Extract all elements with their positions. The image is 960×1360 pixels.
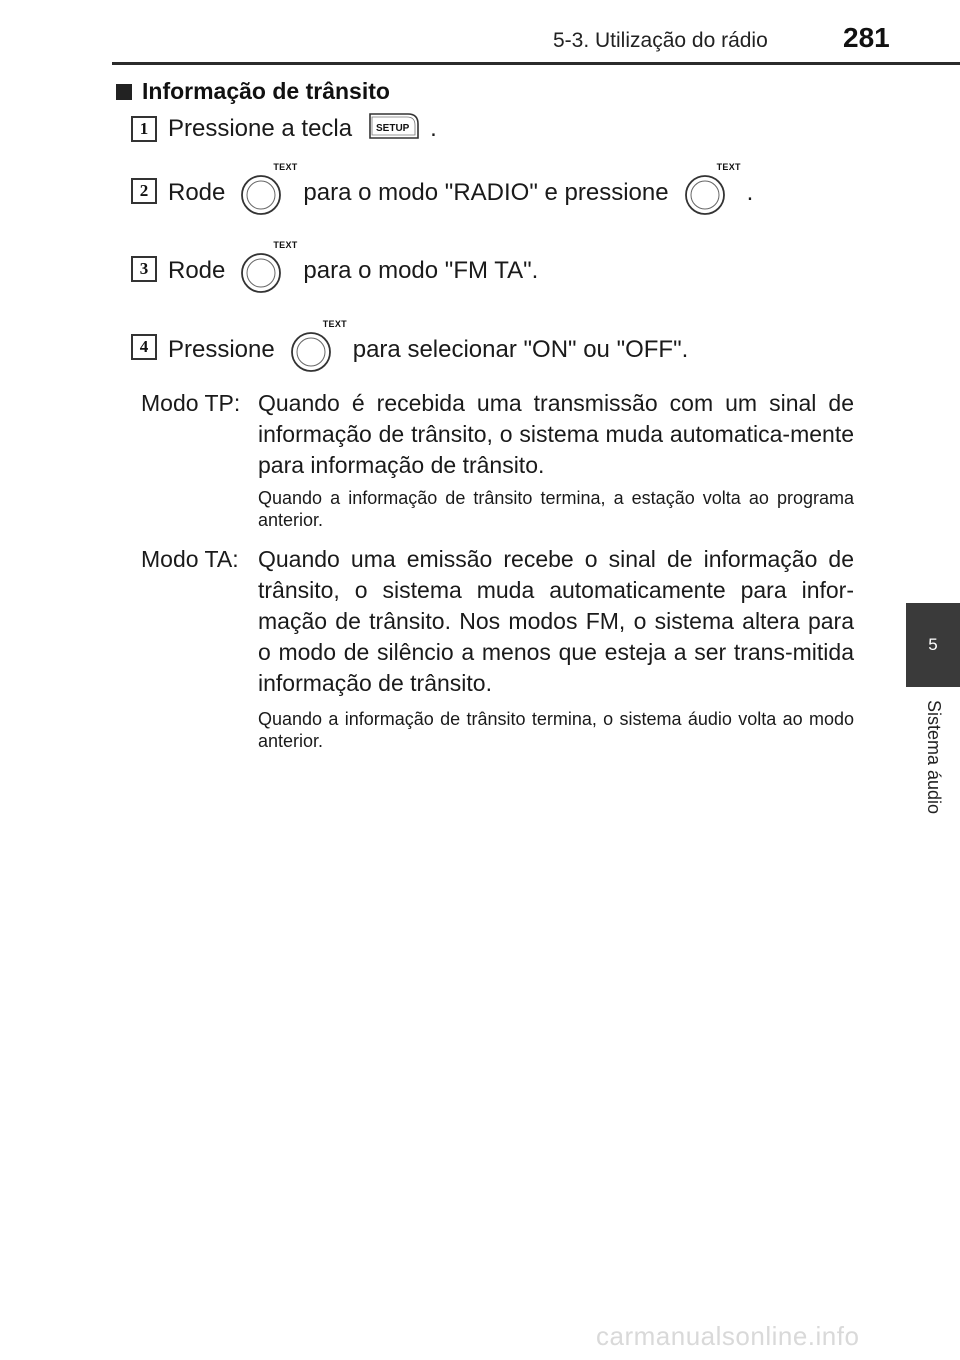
header-divider	[112, 62, 960, 65]
step-2	[168, 162, 754, 219]
watermark-text: carmanualsonline.info	[596, 1321, 860, 1351]
step-4	[168, 319, 689, 376]
mode-ta-description: Quando uma emissão recebe o sinal de informação de trânsito, o sistema muda automaticamente para infor-mação de trânsito. Nos modos FM, o sistema altera para o modo de silêncio a menos que esteja a ser trans-mitida informação de trânsito.	[258, 546, 854, 696]
step-number-3: 3	[131, 256, 157, 282]
step-number-2: 2	[131, 178, 157, 204]
chapter-number: 5	[928, 635, 938, 654]
step-3	[168, 240, 539, 297]
step-3-text-a: Rode	[168, 257, 226, 284]
step-1-text-a: Pressione a tecla	[168, 115, 353, 142]
knob-text-label: TEXT	[273, 162, 298, 172]
section-title-text: Informação de trânsito	[142, 78, 390, 104]
mode-tp-description: Quando é recebida uma transmissão com um sinal de informação de trânsito, o sistema muda automatica-mente para informação de trânsito.	[258, 390, 854, 478]
step-4-text-a: Pressione	[168, 336, 275, 363]
tune-knob-icon	[239, 162, 298, 218]
tune-knob-icon	[289, 319, 347, 375]
setup-button-icon	[368, 112, 420, 147]
knob-text-label: TEXT	[273, 240, 298, 250]
tune-knob-icon	[239, 240, 298, 296]
knob-text-label: TEXT	[716, 162, 741, 172]
step-4-text-b: para selecionar "ON" ou "OFF".	[352, 336, 689, 363]
page-number: 281	[843, 22, 890, 53]
step-3-text-b: para o modo "FM TA".	[303, 257, 539, 284]
chapter-title: Sistema áudio	[924, 700, 944, 815]
step-1	[168, 112, 437, 146]
chapter-tab	[906, 603, 960, 687]
knob-text-label: TEXT	[322, 319, 347, 329]
section-title	[116, 78, 390, 105]
mode-tp-note: Quando a informação de trânsito termina, a estação volta ao programa anterior.	[258, 488, 854, 530]
mode-ta-label: Modo TA:	[141, 546, 239, 572]
step-2-text-c: .	[746, 179, 754, 206]
step-number-4: 4	[131, 334, 157, 360]
square-bullet-icon	[116, 84, 132, 100]
header-section-title: 5-3. Utilização do rádio	[553, 29, 768, 52]
step-2-text-a: Rode	[168, 179, 226, 206]
setup-button-label: SETUP	[376, 122, 410, 134]
step-number-1: 1	[131, 116, 157, 142]
mode-tp-label: Modo TP:	[141, 390, 241, 416]
step-1-text-b: .	[430, 115, 437, 142]
step-2-text-b: para o modo "RADIO" e pressione	[303, 179, 669, 206]
tune-knob-icon	[683, 162, 741, 218]
mode-ta-note: Quando a informação de trânsito termina, o sistema áudio volta ao modo anterior.	[258, 709, 854, 751]
